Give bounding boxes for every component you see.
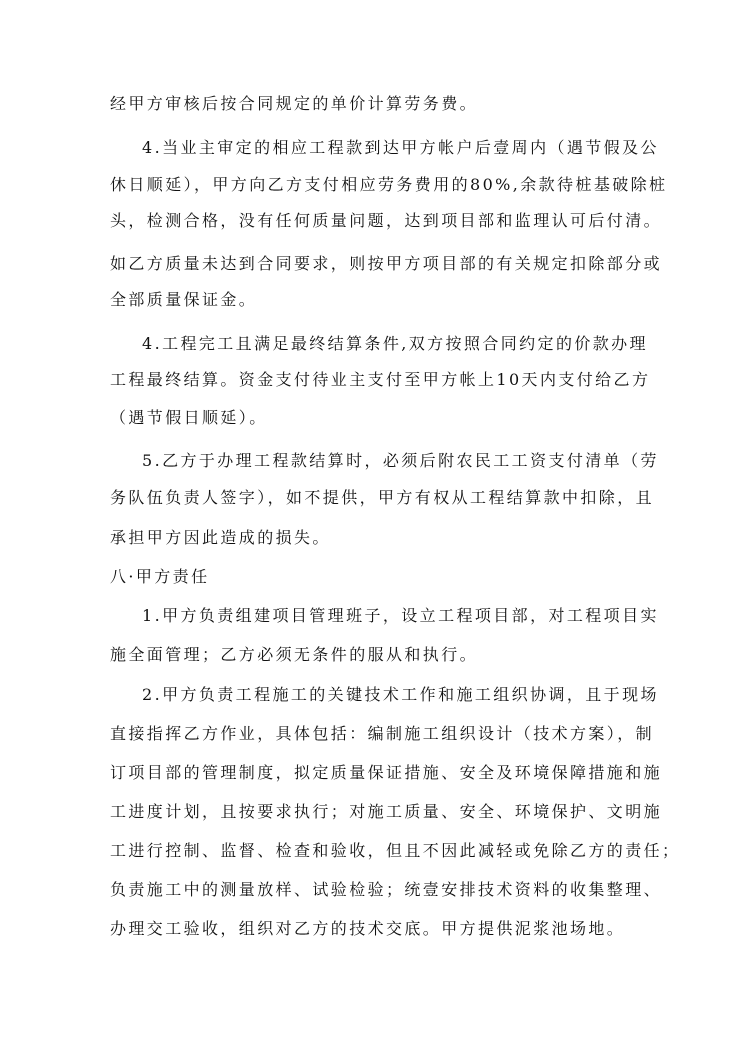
text-line: 如乙方质量未达到合同要求，则按甲方项目部的有关规定扣除部分或 [110, 254, 663, 273]
text-line: 施全面管理；乙方必须无条件的服从和执行。 [110, 645, 479, 664]
text-line: 经甲方审核后按合同规定的单价计算劳务费。 [110, 94, 479, 113]
text-line: 工进行控制、监督、检查和验收，但且不因此减轻或免除乙方的责任； [110, 841, 681, 860]
text-line: 5.乙方于办理工程款结算时，必须后附农民工工资支付清单（劳 [142, 451, 659, 470]
text-line: 承担甲方因此造成的损失。 [110, 528, 331, 547]
text-line: 2.甲方负责工程施工的关键技术工作和施工组织协调，且于现场 [142, 685, 659, 704]
text-line: 1.甲方负责组建项目管理班子，设立工程项目部，对工程项目实 [142, 606, 659, 625]
text-line: 办理交工验收，组织对乙方的技术交底。甲方提供泥浆池场地。 [110, 919, 626, 938]
section-heading: 八·甲方责任 [110, 567, 210, 586]
text-line: 直接指挥乙方作业，具体包括：编制施工组织设计（技术方案），制 [110, 724, 655, 743]
text-line: 头，检测合格，没有任何质量问题，达到项目部和监理认可后付清。 [110, 211, 663, 230]
text-line: 工程最终结算。资金支付待业主支付至甲方帐上10天内支付给乙方 [110, 370, 651, 389]
text-line: 订项目部的管理制度，拟定质量保证措施、安全及环境保障措施和施 [110, 763, 663, 782]
text-line: 务队伍负责人签字），如不提供，甲方有权从工程结算款中扣除，且 [110, 488, 655, 507]
text-line: （遇节假日顺延）。 [110, 408, 268, 427]
text-line: 4.工程完工且满足最终结算条件,双方按照合同约定的价款办理 [142, 334, 648, 353]
text-line: 工进度计划，且按要求执行；对施工质量、安全、环境保护、文明施 [110, 802, 663, 821]
text-line: 全部质量保证金。 [110, 290, 258, 309]
text-line: 4.当业主审定的相应工程款到达甲方帐户后壹周内（遇节假及公 [142, 138, 659, 157]
text-line: 休日顺延），甲方向乙方支付相应劳务费用的80%,余款待桩基破除桩 [110, 175, 668, 194]
text-line: 负责施工中的测量放样、试验检验；统壹安排技术资料的收集整理、 [110, 880, 663, 899]
